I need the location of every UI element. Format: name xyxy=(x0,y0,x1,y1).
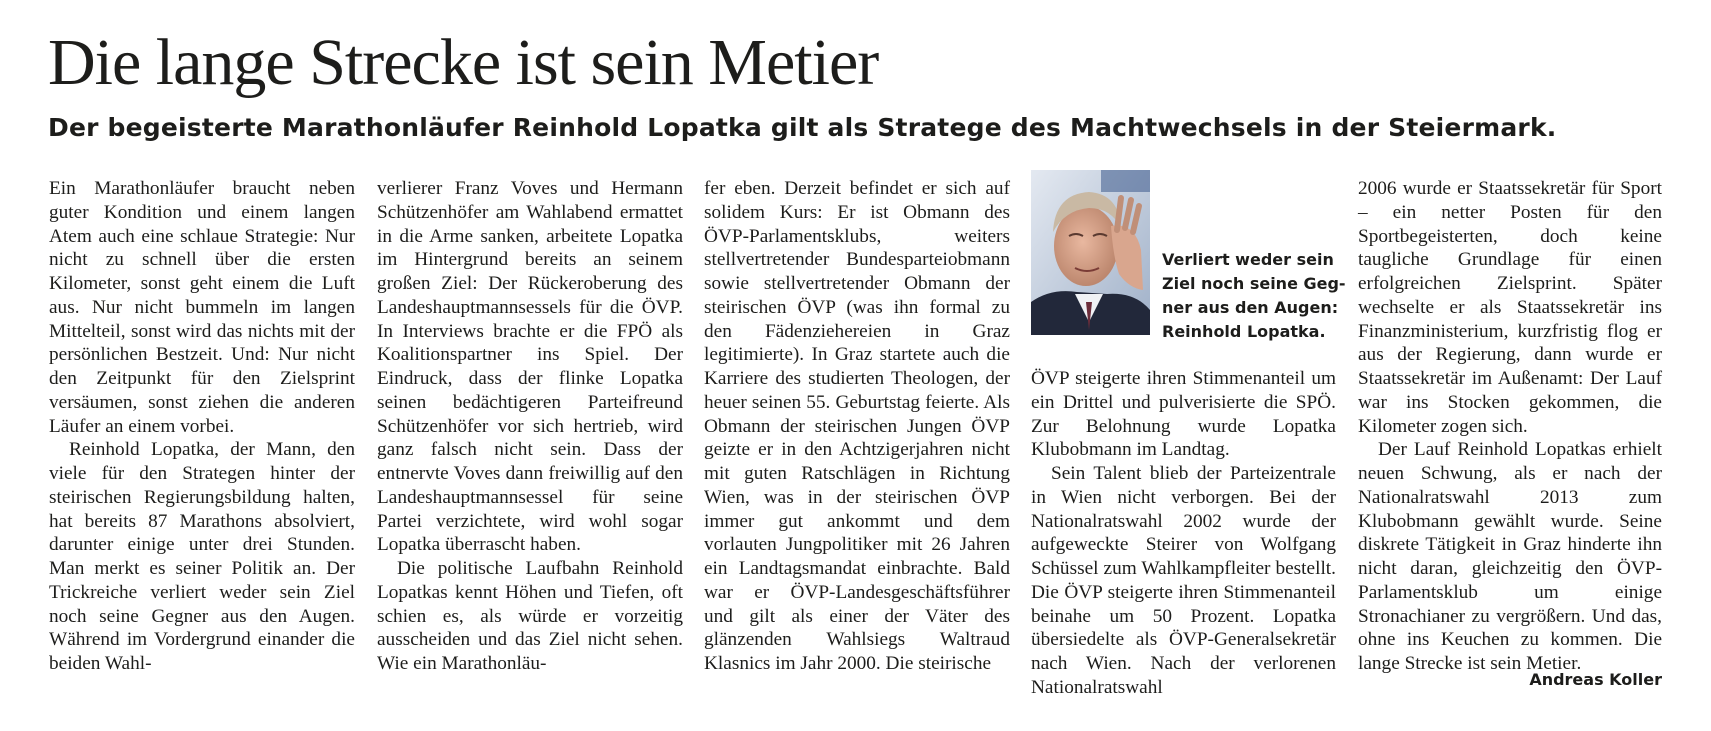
paragraph: Die politische Laufbahn Reinhold Lopatkas kennt Höhen und Tiefen, oft schien es, als würde er vorzeitig ausscheiden und das Ziel nicht sehen. Wie ein Marathonläu- xyxy=(377,558,683,674)
caption-line: Verliert weder sein xyxy=(1162,250,1334,269)
paragraph: fer eben. Derzeit befindet er sich auf solidem Kurs: Er ist Obmann des ÖVP-Parlamentsklubs, weiters stellvertretender Bundesparteiobmann sowie stellvertretender Obmann der steirischen ÖVP (was ihn formal zu den Fädenziehereien in Graz legitimierte). In Graz startete auch die Karriere des studierten Theologen, der heuer seinen 55. Geburtstag feierte. Als Obmann der steirischen Jungen ÖVP geizte er in den Achtzigerjahren nicht mit guten Ratschlägen in Richtung Wien, was in der steirischen ÖVP immer gut ankommt und dem vorlauten Jungpolitiker mit 26 Jahren ein Landtagsmandat einbrachte. Bald war er ÖVP-Landesgeschäftsführer und gilt als einer der Väter des glänzenden Wahlsiegs Waltraud Klasnics im Jahr 2000. Die steirische xyxy=(704,178,1010,674)
article-column-4 xyxy=(1031,367,1336,700)
article-column-1 xyxy=(49,177,355,676)
caption-line: ner aus den Augen: xyxy=(1162,298,1339,317)
paragraph: Der Lauf Reinhold Lopatkas erhielt neuen Schwung, als er nach der Nationalratswahl 2013 zum Klubobmann gewählt wurde. Seine diskrete Tätigkeit in Graz hinderte ihn nicht daran, gleichzeitig den ÖVP-Parlamentsklub um einige Stronachianer zu vergrößern. Und das, ohne ins Keuchen zu kommen. Die lange Strecke ist sein Metier. xyxy=(1358,439,1662,674)
subheadline: Der begeisterte Marathonläufer Reinhold Lopatka gilt als Stratege des Machtwechsels in der Steiermark. xyxy=(48,113,1557,142)
portrait-image xyxy=(1031,170,1150,335)
headline: Die lange Strecke ist sein Metier xyxy=(48,26,879,99)
caption-line: Reinhold Lopatka. xyxy=(1162,322,1326,341)
author-byline: Andreas Koller xyxy=(1529,670,1662,689)
paragraph: Reinhold Lopatka, der Mann, den viele für den Strategen hinter der steirischen Regierungsbildung halten, hat bereits 87 Marathons absolviert, darunter einige unter drei Stunden. Man merkt es seiner Politik an. Der Trickreiche verliert weder sein Ziel noch seine Gegner aus den Augen. Während im Vordergrund einander die beiden Wahl- xyxy=(49,439,355,674)
article-column-3 xyxy=(704,177,1010,676)
paragraph: ÖVP steigerte ihren Stimmenanteil um ein Drittel und pulverisierte die SPÖ. Zur Belohnung wurde Lopatka Klubobmann im Landtag. xyxy=(1031,368,1336,461)
paragraph: 2006 wurde er Staatssekretär für Sport – ein netter Posten für den Sportbegeisterten, doch keine taugliche Grundlage für einen erfolgreichen Zielsprint. Später wechselte er als Staatssekretär ins Finanzministerium, kurzfristig flog er aus der Regierung, dann wurde er Staatssekretär im Außenamt: Der Lauf war ins Stocken gekommen, die Kilometer zogen sich. xyxy=(1358,178,1662,437)
article-column-2 xyxy=(377,177,683,676)
paragraph: Ein Marathonläufer braucht neben guter Kondition und einem langen Atem auch eine schlaue Strategie: Nur nicht zu schnell über die ersten Kilometer, sonst geht einem die Luft aus. Nur nicht bummeln im langen Mittelteil, sonst wird das nichts mit der persönlichen Bestzeit. Und: Nur nicht den Zeitpunkt für den Zielsprint versäumen, sonst ziehen die anderen Läufer an einem vorbei. xyxy=(49,178,355,437)
portrait-photo xyxy=(1031,170,1150,335)
article-column-5 xyxy=(1358,177,1662,676)
caption-line: Ziel noch seine Geg- xyxy=(1162,274,1346,293)
photo-caption xyxy=(1162,248,1346,344)
paragraph: verlierer Franz Voves und Hermann Schützenhöfer am Wahlabend ermattet in die Arme sanken, arbeitete Lopatka im Hintergrund bereits an seinem großen Ziel: Der Rückeroberung des Landeshauptmannsessels für die ÖVP. In Interviews brachte er die FPÖ als Koalitionspartner ins Spiel. Der Eindruck, dass der flinke Lopatka seinen bedächtigeren Parteifreund Schützenhöfer vor sich hertrieb, wird ganz falsch nicht sein. Dass der entnervte Voves dann freiwillig auf den Landeshauptmannsessel für seine Partei verzichtete, wird wohl sogar Lopatka überrascht haben. xyxy=(377,178,683,556)
paragraph: Sein Talent blieb der Parteizentrale in Wien nicht verborgen. Bei der Nationalratswahl 2002 wurde der aufgeweckte Steirer von Wolfgang Schüssel zum Wahlkampfleiter bestellt. Die ÖVP steigerte ihren Stimmenanteil beinahe um 50 Prozent. Lopatka übersiedelte als ÖVP-Generalsekretär nach Wien. Nach der verlorenen Nationalratswahl xyxy=(1031,463,1336,698)
